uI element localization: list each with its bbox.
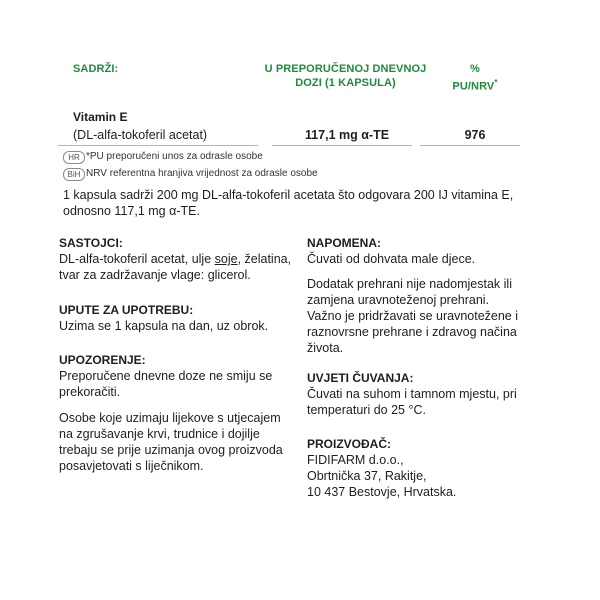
producer-line: FIDIFARM d.o.o.,: [307, 453, 404, 467]
nutrient-form: (DL-alfa-tokoferil acetat): [73, 128, 208, 142]
right-column: [307, 235, 542, 500]
warning-p2-line: na zgrušavanje krvi, trudnice i dojilje: [59, 427, 260, 441]
storage-line: temperaturi do 25 °C.: [307, 403, 426, 417]
ingredients-text: [59, 251, 294, 283]
header-daily-dose-line2: DOZI (1 KAPSULA): [295, 77, 396, 89]
warning-p2-line: trebaju se prije uzimanja ovog proizvoda: [59, 443, 283, 457]
capsule-note-line1: 1 kapsula sadrži 200 mg DL-alfa-tokoferil acetata što odgovara 200 IJ vitamina E,: [63, 188, 514, 202]
warning-paragraph-2: [59, 410, 294, 474]
notice-p2-line: Dodatak prehrani nije nadomjestak ili: [307, 277, 512, 291]
nutrient-name: Vitamin E: [73, 110, 128, 124]
left-column: [59, 235, 294, 474]
warning-paragraph-1: [59, 368, 294, 400]
country-badge-bih: BiH: [63, 168, 85, 181]
footnote-bih: NRV referentna hranjiva vrijednost za odrasle osobe: [86, 168, 318, 179]
capsule-note: [63, 187, 583, 219]
header-percent-label: PU/NRV: [452, 80, 495, 93]
header-daily-dose-line1: U PREPORUČENOJ DNEVNOJ: [264, 63, 427, 75]
capsule-note-line2: odnosno 117,1 mg α-TE.: [63, 204, 200, 218]
row-divider-amount: [272, 145, 412, 146]
nutrient-percent: 976: [464, 128, 486, 142]
producer-title: PROIZVOĐAČ:: [307, 437, 391, 451]
notice-title: NAPOMENA:: [307, 236, 381, 250]
ingredients-line1: DL-alfa-tokoferil acetat, ulje: [59, 252, 215, 266]
producer-line: Obrtnička 37, Rakitje,: [307, 469, 427, 483]
header-percent-line1: %: [470, 63, 480, 75]
ingredients-line1-end: , želatina,: [237, 252, 292, 266]
header-percent-asterisk: *: [494, 78, 498, 87]
nutrient-amount: 117,1 mg α-TE: [304, 128, 390, 142]
ingredients-allergen: soje: [214, 252, 238, 266]
warning-p1-line: Preporučene dnevne doze ne smiju se: [59, 369, 273, 383]
warning-p2-line: posavjetovati s liječnikom.: [59, 459, 204, 473]
notice-p2-line: zamjena uravnoteženoj prehrani.: [307, 293, 490, 307]
warning-p2-line: Osobe koje uzimaju lijekove s utjecajem: [59, 411, 281, 425]
row-divider-name: [58, 145, 258, 146]
storage-title: UVJETI ČUVANJA:: [307, 371, 414, 385]
header-daily-dose: [258, 62, 433, 90]
notice-text-1: Čuvati od dohvata male djece.: [307, 252, 476, 266]
producer-address: [307, 452, 542, 500]
country-badge-hr: HR: [63, 151, 85, 164]
header-percent: [435, 62, 515, 94]
storage-line: Čuvati na suhom i tamnom mjestu, pri: [307, 387, 517, 401]
usage-title: UPUTE ZA UPOTREBU:: [59, 303, 194, 317]
header-percent-line2: [435, 76, 515, 94]
notice-paragraph-2: [307, 276, 542, 356]
ingredients-title: SASTOJCI:: [59, 236, 123, 250]
usage-text: Uzima se 1 kapsula na dan, uz obrok.: [59, 319, 269, 333]
notice-p2-line: raznovrsne prehrane i zdravog načina: [307, 325, 517, 339]
producer-line: 10 437 Bestovje, Hrvatska.: [307, 485, 457, 499]
notice-p2-line: života.: [307, 341, 344, 355]
row-divider-percent: [420, 145, 520, 146]
ingredients-line2: tvar za zadržavanje vlage: glicerol.: [59, 268, 251, 282]
storage-text: [307, 386, 542, 418]
warning-title: UPOZORENJE:: [59, 353, 146, 367]
warning-p1-line: prekoračiti.: [59, 385, 121, 399]
header-contents: SADRŽI:: [73, 63, 119, 75]
notice-p2-line: Važno je pridržavati se uravnotežene i: [307, 309, 518, 323]
footnote-hr: *PU preporučeni unos za odrasle osobe: [86, 151, 263, 162]
